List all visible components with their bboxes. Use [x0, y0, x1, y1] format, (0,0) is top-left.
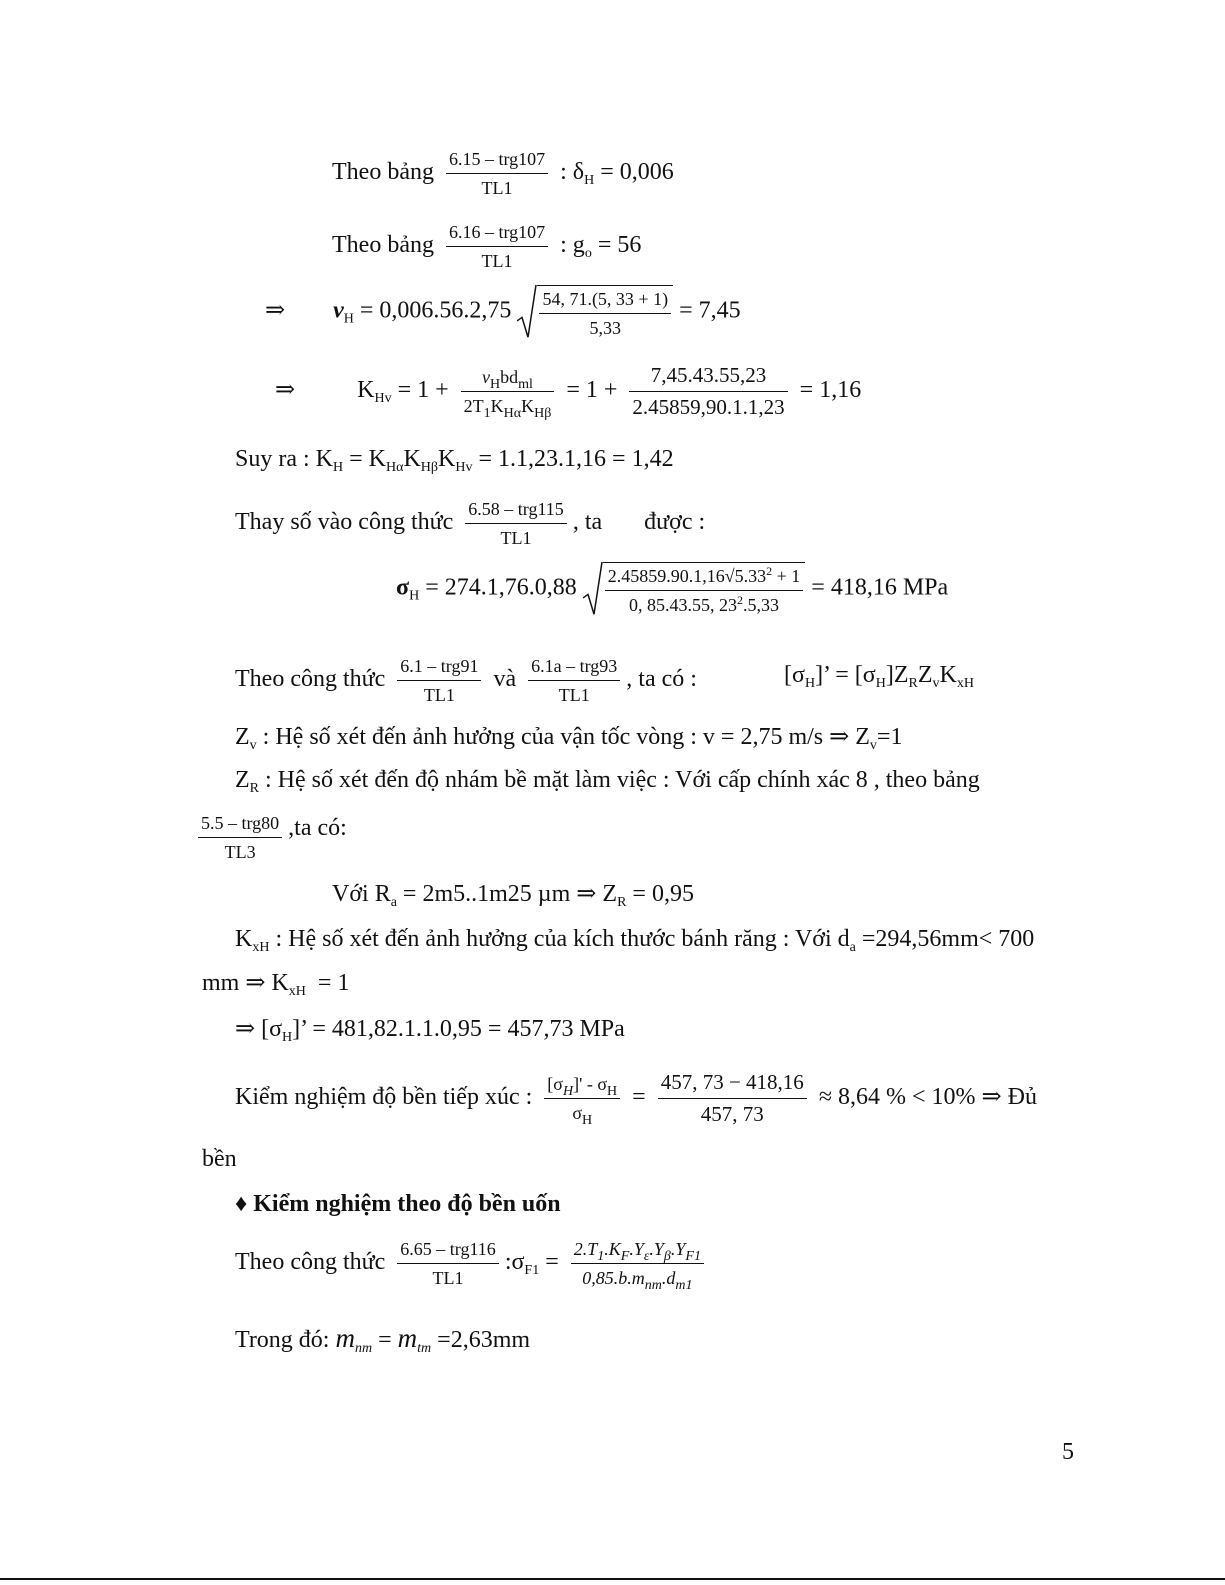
formula-sigma-h-prime [784, 661, 974, 689]
line-sigma-h-result [235, 1015, 625, 1043]
text: = 56 [591, 232, 642, 259]
text: = [632, 1084, 646, 1111]
text: =2,63mm [431, 1327, 531, 1353]
subscript: Hv [374, 391, 392, 407]
text: = 1 + [391, 377, 455, 404]
fraction-denominator [544, 1099, 620, 1128]
text: = [372, 1327, 398, 1353]
fraction-denominator: TL1 [500, 528, 532, 548]
text: = 2m5..1m25 µm ⇒ Z [396, 881, 618, 907]
text: bd [500, 367, 519, 387]
text: K [490, 396, 504, 416]
line-thay-so [235, 498, 705, 549]
subscript: nm [644, 1278, 662, 1293]
subscript: a [390, 895, 397, 910]
text: = 0,006 [594, 159, 674, 186]
subscript: F1 [524, 1263, 540, 1279]
subscript: v [869, 738, 877, 753]
line-ta-co [198, 812, 347, 863]
text: bền [202, 1146, 237, 1172]
subscript: xH [252, 940, 270, 955]
line-sigma-f1 [235, 1238, 710, 1293]
text: = 274.1,76.0,88 [419, 574, 577, 601]
text: Z [235, 767, 250, 793]
subscript: tm [417, 1341, 432, 1356]
text: Theo bảng [332, 232, 434, 259]
fraction [605, 565, 804, 616]
subscript: m1 [675, 1278, 693, 1293]
text: Suy ra : K [235, 446, 333, 472]
fraction [397, 655, 481, 706]
fraction-numerator [461, 366, 555, 392]
line-khv [275, 363, 861, 420]
fraction-denominator [605, 591, 804, 616]
line-kiem-nghiem [235, 1070, 1037, 1127]
text: .d [661, 1268, 676, 1288]
line-ben [202, 1145, 237, 1173]
subscript: a [849, 940, 856, 955]
line-zv [235, 723, 902, 751]
text: Theo công thức [235, 666, 386, 693]
fraction-denominator: TL1 [558, 685, 590, 705]
text: K [438, 446, 456, 472]
subscript: H [584, 173, 595, 189]
text: Z [235, 724, 250, 750]
text: ⇒ [σ [235, 1016, 283, 1042]
line-ra [332, 880, 694, 908]
subscript: H [409, 588, 420, 604]
text: K [235, 926, 253, 952]
line-theo-bang-2 [332, 221, 641, 272]
superscript: 2 [766, 564, 773, 578]
fraction-denominator: TL1 [481, 251, 513, 271]
subscript: Hα [386, 460, 404, 475]
fraction [446, 221, 548, 272]
heading-text: Kiểm nghiệm theo độ bền uốn [253, 1191, 561, 1217]
fraction [571, 1238, 704, 1293]
fraction [446, 148, 548, 199]
subscript: H [490, 377, 501, 392]
line-mm [202, 969, 349, 997]
fraction-numerator [605, 565, 804, 591]
fraction [528, 655, 620, 706]
square-root [583, 562, 806, 616]
fraction-numerator: 6.58 – trg115 [465, 498, 567, 524]
text: Thay số vào công thức [235, 509, 454, 536]
subscript: ε [643, 1249, 650, 1264]
text: ]Z [885, 662, 909, 688]
text: .Y [670, 1239, 686, 1259]
page-number: 5 [1062, 1439, 1074, 1465]
fraction-numerator: 457, 73 − 418,16 [658, 1070, 807, 1099]
text: ,ta có: [288, 815, 347, 842]
implies-arrow: ⇒ [275, 377, 296, 404]
line-sigma-h [396, 562, 948, 616]
line-kxh [235, 925, 1034, 953]
subscript: ml [518, 377, 533, 392]
subscript: 1 [597, 1249, 605, 1264]
text: ≈ 8,64 % < 10% ⇒ Đủ [818, 1084, 1037, 1111]
text: = 1.1,23.1,16 = 1,42 [472, 446, 674, 472]
superscript: 2 [737, 593, 743, 607]
text: Theo công thức [235, 1249, 386, 1276]
text: : Hệ số xét đến ảnh hưởng của kích thước bánh răng : Với d [269, 926, 850, 952]
text: m [335, 1323, 355, 1353]
fraction-denominator: 457, 73 [700, 1102, 764, 1126]
text: [σ [784, 662, 805, 688]
fraction-denominator [461, 392, 555, 421]
text: 2.T [573, 1239, 598, 1259]
fraction-denominator: TL1 [432, 1268, 464, 1288]
text: 2.45859.90.1,16√5.33 [607, 566, 767, 586]
section-heading [235, 1190, 561, 1218]
subscript: H [282, 1030, 293, 1045]
subscript: β [663, 1249, 671, 1264]
fraction-denominator [571, 1264, 704, 1293]
fraction-denominator: TL1 [481, 178, 513, 198]
subscript: v [249, 738, 257, 753]
fraction-numerator [571, 1238, 704, 1264]
fraction-numerator: 6.65 – trg116 [397, 1238, 499, 1264]
fraction [465, 498, 567, 549]
text: σ [396, 574, 410, 601]
subscript: xH [288, 984, 306, 999]
text: 0,85.b.m [582, 1268, 645, 1288]
text: , ta có : [626, 666, 697, 693]
subscript: Hα [503, 406, 522, 421]
fraction-numerator [544, 1073, 620, 1099]
subscript: Hv [455, 460, 473, 475]
text: [σ [547, 1074, 563, 1094]
text: = 1 + [566, 377, 624, 404]
text: = K [343, 446, 386, 472]
text: m [397, 1323, 418, 1353]
square-root [517, 285, 673, 339]
text: K [357, 377, 375, 404]
text: σ [572, 1103, 583, 1123]
text: K [521, 396, 535, 416]
text: :σ [504, 1249, 525, 1276]
line-velocity [265, 285, 741, 339]
text: : g [560, 232, 585, 259]
fraction [629, 363, 787, 420]
text: .Y [629, 1239, 644, 1259]
diamond-bullet-icon: ♦ [235, 1191, 248, 1217]
text: ]' - σ [573, 1074, 608, 1094]
text: .Y [649, 1239, 664, 1259]
fraction-numerator: 7,45.43.55,23 [629, 363, 787, 392]
line-zr [235, 766, 980, 794]
subscript: H [607, 1084, 618, 1099]
text: = [545, 1249, 559, 1276]
text: K [403, 446, 421, 472]
subscript: v [932, 676, 940, 691]
subscript: nm [354, 1341, 373, 1356]
subscript: H [333, 460, 344, 475]
subscript: H [582, 1113, 593, 1128]
fraction [544, 1073, 620, 1128]
radical-icon [583, 562, 603, 616]
text: Kiểm nghiệm độ bền tiếp xúc : [235, 1084, 533, 1111]
text: = 418,16 MPa [811, 574, 949, 601]
subscript: H [343, 311, 354, 327]
subscript: H [562, 1084, 574, 1099]
text: 0, 85.43.55, 23 [629, 595, 737, 615]
subscript: R [617, 895, 627, 910]
text: v [333, 297, 344, 324]
text: = 1 [305, 970, 350, 996]
text: : Hệ số xét đến ảnh hưởng của vận tốc vòng : v = 2,75 m/s ⇒ Z [256, 724, 870, 750]
fraction-numerator: 6.15 – trg107 [446, 148, 548, 174]
subscript: xH [956, 676, 974, 691]
fraction-numerator: 5.5 – trg80 [198, 812, 282, 838]
text: Với R [332, 881, 391, 907]
text: và [493, 666, 517, 693]
text: =1 [876, 724, 903, 750]
line-trong-do [235, 1324, 530, 1354]
subscript: R [249, 781, 260, 796]
fraction-numerator: 6.1a – trg93 [528, 655, 620, 681]
fraction-denominator: 5,33 [589, 318, 621, 338]
subscript: F [620, 1249, 630, 1264]
subscript: o [584, 246, 592, 262]
text: .5,33 [743, 595, 779, 615]
line-suy-ra [235, 445, 674, 473]
subscript: Hβ [534, 406, 552, 421]
subscript: Hβ [420, 460, 439, 475]
fraction-denominator: 2.45859,90.1.1,23 [632, 395, 785, 419]
radical-icon [517, 285, 537, 339]
subscript: F1 [685, 1249, 701, 1264]
text: Z [917, 662, 933, 688]
implies-arrow: ⇒ [265, 297, 286, 324]
text: = 0,006.56.2,75 [353, 297, 512, 324]
fraction-denominator: TL1 [423, 685, 455, 705]
fraction [461, 366, 555, 421]
subscript: H [804, 676, 816, 691]
text: Trong đó: [235, 1327, 336, 1353]
line-theo-cong-thuc [235, 655, 697, 706]
fraction [658, 1070, 807, 1127]
text: : Hệ số xét đến độ nhám bề mặt làm việc : Với cấp chính xác 8 , theo bảng [259, 767, 980, 793]
fraction [539, 288, 671, 339]
text: K [939, 662, 957, 688]
page-bottom-border [0, 1578, 1225, 1580]
text: =294,56mm< 700 [855, 926, 1035, 952]
text: ]’ = [σ [815, 662, 876, 688]
text: Theo bảng [332, 159, 434, 186]
text: , ta được : [572, 509, 706, 536]
text: 2T [463, 396, 484, 416]
subscript: H [875, 676, 886, 691]
text: = 7,45 [679, 297, 741, 324]
fraction-denominator: TL3 [224, 842, 256, 862]
fraction-numerator: 54, 71.(5, 33 + 1) [539, 288, 671, 314]
fraction-numerator: 6.1 – trg91 [397, 655, 481, 681]
text: mm ⇒ K [202, 970, 289, 996]
line-theo-bang-1 [332, 148, 674, 199]
text: = 0,95 [626, 881, 694, 907]
subscript: R [908, 676, 918, 691]
text: : δ [560, 159, 585, 186]
text: + 1 [772, 566, 801, 586]
subscript: 1 [483, 406, 491, 421]
fraction [198, 812, 282, 863]
fraction-numerator: 6.16 – trg107 [446, 221, 548, 247]
text: ]’ = 481,82.1.1.0,95 = 457,73 MPa [292, 1016, 625, 1042]
text: .K [604, 1239, 621, 1259]
fraction [397, 1238, 499, 1289]
text: v [482, 367, 491, 387]
text: = 1,16 [799, 377, 862, 404]
